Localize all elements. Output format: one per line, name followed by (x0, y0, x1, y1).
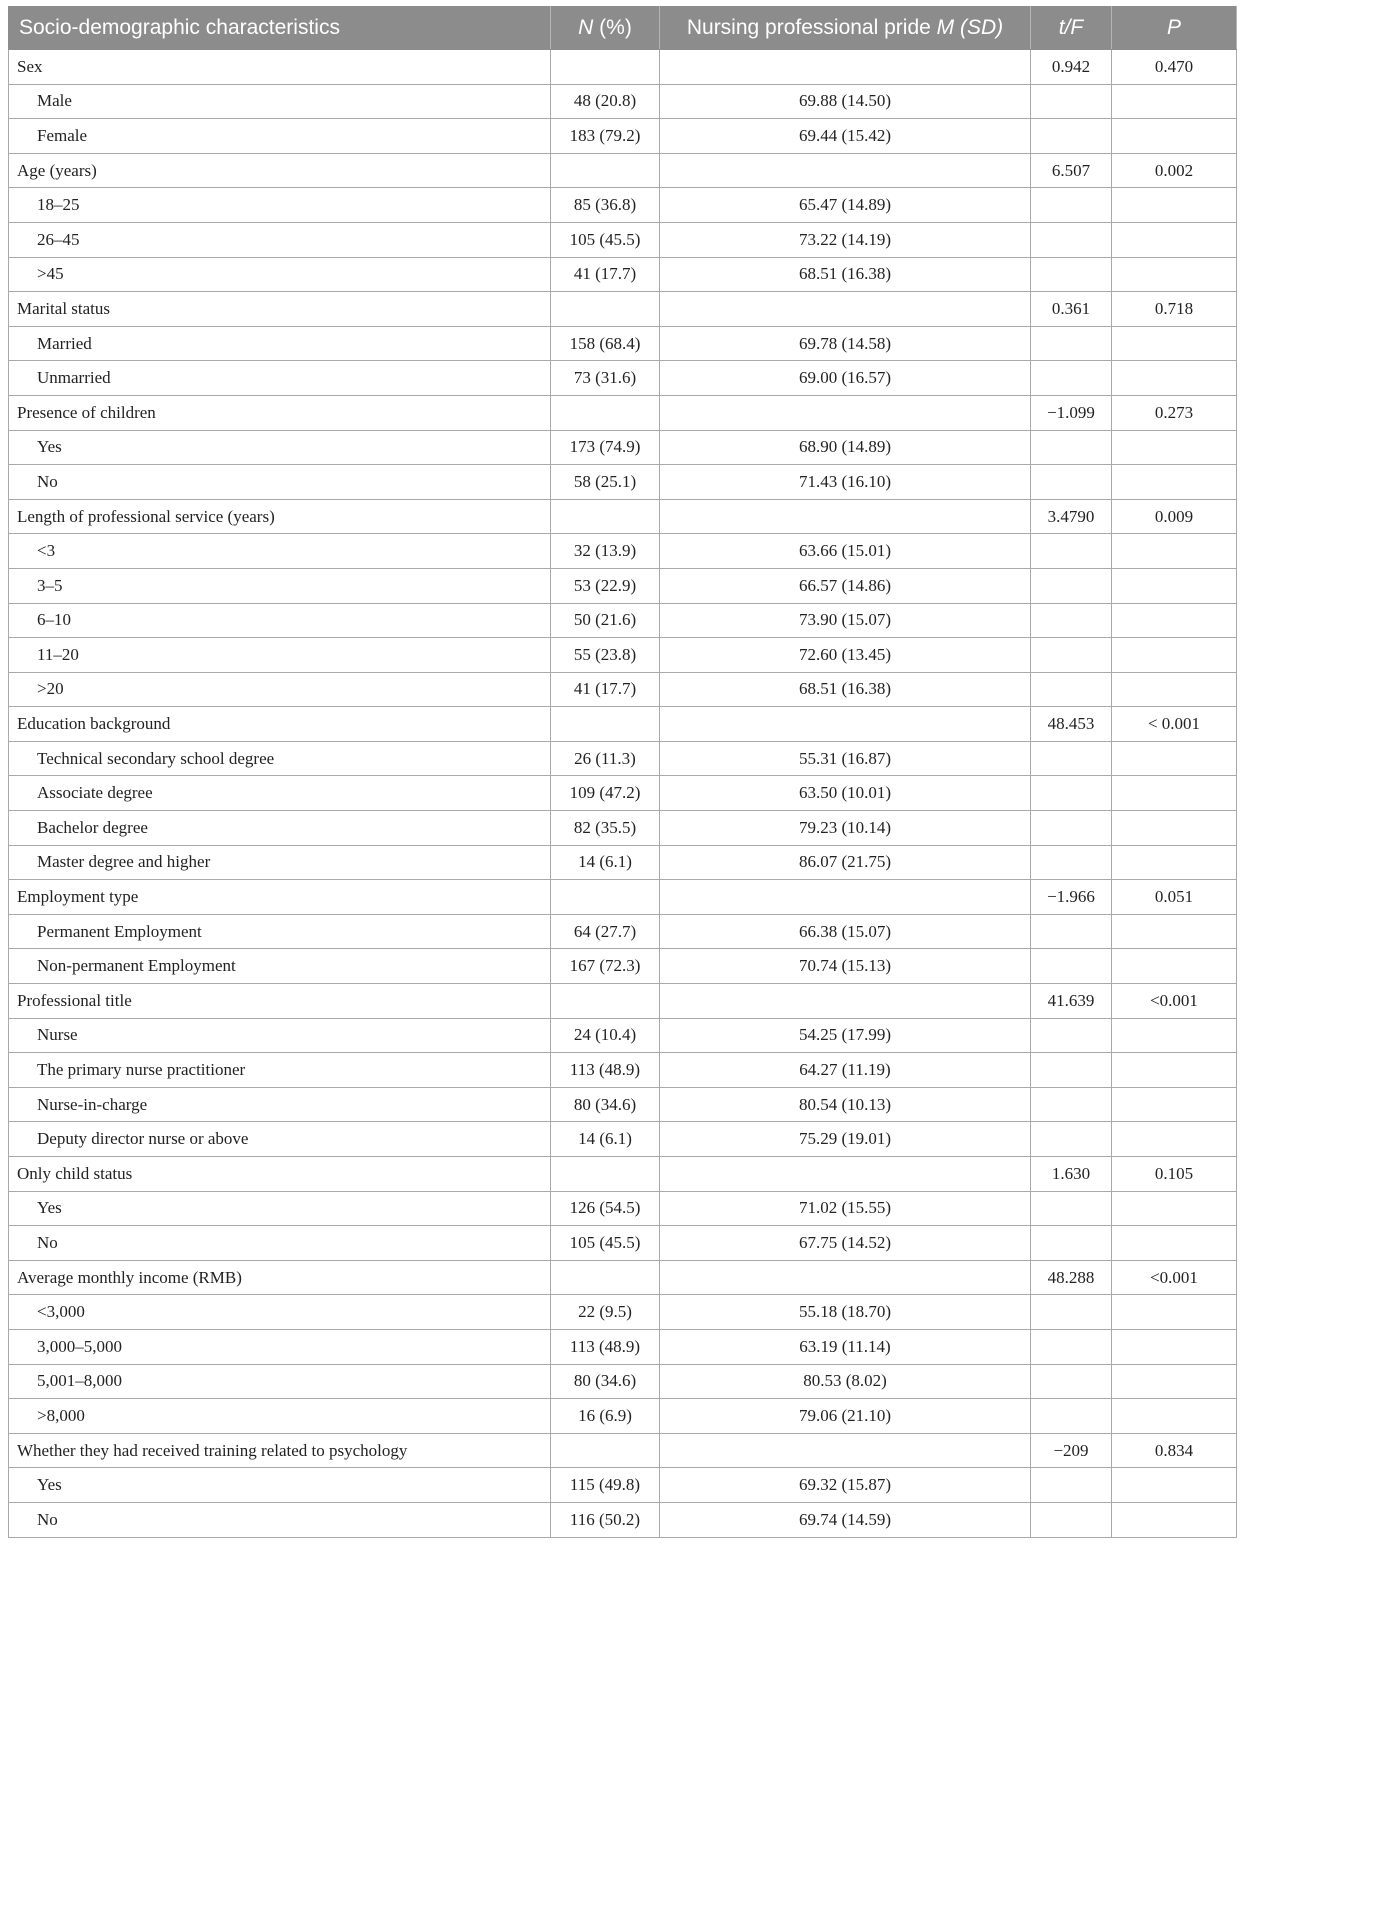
t-f-cell (1031, 1502, 1112, 1537)
pride-cell (660, 984, 1031, 1019)
p-value-cell (1112, 222, 1237, 257)
table-row (9, 326, 1237, 361)
p-value-cell (1112, 326, 1237, 361)
p-value-cell (1112, 811, 1237, 846)
characteristic-cell: 5,001–8,000 (9, 1364, 551, 1399)
characteristic-cell: Average monthly income (RMB) (9, 1260, 551, 1295)
header-row (9, 7, 1237, 50)
table-row (9, 1122, 1237, 1157)
n-percent-cell: 173 (74.9) (551, 430, 660, 465)
characteristic-cell: The primary nurse practitioner (9, 1053, 551, 1088)
pride-cell: 86.07 (21.75) (660, 845, 1031, 880)
n-percent-cell: 105 (45.5) (551, 222, 660, 257)
n-percent-cell (551, 50, 660, 85)
t-f-cell (1031, 1226, 1112, 1261)
characteristic-cell: >45 (9, 257, 551, 292)
pride-cell: 71.02 (15.55) (660, 1191, 1031, 1226)
characteristic-cell: >8,000 (9, 1399, 551, 1434)
characteristic-cell: Nurse-in-charge (9, 1087, 551, 1122)
p-value-cell (1112, 84, 1237, 119)
n-percent-cell: 14 (6.1) (551, 845, 660, 880)
t-f-cell: 0.361 (1031, 292, 1112, 327)
table-row (9, 741, 1237, 776)
pride-cell: 55.31 (16.87) (660, 741, 1031, 776)
group-row (9, 50, 1237, 85)
characteristic-cell: Unmarried (9, 361, 551, 396)
characteristic-cell: Only child status (9, 1157, 551, 1192)
t-f-cell (1031, 84, 1112, 119)
header-characteristics: Socio-demographic characteristics (9, 7, 551, 50)
p-value-cell (1112, 741, 1237, 776)
pride-cell: 67.75 (14.52) (660, 1226, 1031, 1261)
p-value-cell (1112, 1191, 1237, 1226)
table-body (9, 50, 1237, 1538)
n-percent-cell (551, 880, 660, 915)
n-percent-cell: 85 (36.8) (551, 188, 660, 223)
table-row (9, 534, 1237, 569)
group-row (9, 395, 1237, 430)
n-percent-cell: 14 (6.1) (551, 1122, 660, 1157)
pride-cell (660, 707, 1031, 742)
n-percent-cell: 24 (10.4) (551, 1018, 660, 1053)
p-value-cell: <0.001 (1112, 1260, 1237, 1295)
t-f-cell (1031, 1468, 1112, 1503)
n-percent-cell (551, 1260, 660, 1295)
pride-cell (660, 50, 1031, 85)
pride-cell: 79.06 (21.10) (660, 1399, 1031, 1434)
t-f-cell (1031, 568, 1112, 603)
n-percent-cell: 158 (68.4) (551, 326, 660, 361)
group-row (9, 1260, 1237, 1295)
pride-cell (660, 153, 1031, 188)
characteristic-cell: Nurse (9, 1018, 551, 1053)
characteristic-cell: Employment type (9, 880, 551, 915)
group-row (9, 984, 1237, 1019)
table-row (9, 776, 1237, 811)
characteristic-cell: 3–5 (9, 568, 551, 603)
pride-cell: 69.44 (15.42) (660, 119, 1031, 154)
t-f-cell (1031, 1364, 1112, 1399)
table-row (9, 222, 1237, 257)
characteristic-cell: Male (9, 84, 551, 119)
p-value-cell (1112, 568, 1237, 603)
n-percent-cell: 58 (25.1) (551, 465, 660, 500)
characteristic-cell: No (9, 1502, 551, 1537)
pride-cell: 68.51 (16.38) (660, 672, 1031, 707)
pride-cell: 69.78 (14.58) (660, 326, 1031, 361)
t-f-cell (1031, 776, 1112, 811)
characteristic-cell: Length of professional service (years) (9, 499, 551, 534)
characteristic-cell: Sex (9, 50, 551, 85)
pride-cell: 71.43 (16.10) (660, 465, 1031, 500)
n-percent-cell: 126 (54.5) (551, 1191, 660, 1226)
t-f-cell (1031, 361, 1112, 396)
table-row (9, 1018, 1237, 1053)
pride-cell: 69.32 (15.87) (660, 1468, 1031, 1503)
t-f-cell: 1.630 (1031, 1157, 1112, 1192)
characteristic-cell: Professional title (9, 984, 551, 1019)
n-percent-cell: 115 (49.8) (551, 1468, 660, 1503)
n-percent-cell: 41 (17.7) (551, 257, 660, 292)
t-f-cell (1031, 257, 1112, 292)
p-value-cell (1112, 465, 1237, 500)
n-percent-cell (551, 1157, 660, 1192)
n-percent-cell: 16 (6.9) (551, 1399, 660, 1434)
pride-cell: 54.25 (17.99) (660, 1018, 1031, 1053)
pride-cell: 75.29 (19.01) (660, 1122, 1031, 1157)
characteristic-cell: 18–25 (9, 188, 551, 223)
pride-cell: 79.23 (10.14) (660, 811, 1031, 846)
t-f-cell: −1.966 (1031, 880, 1112, 915)
pride-cell: 70.74 (15.13) (660, 949, 1031, 984)
t-f-cell (1031, 1018, 1112, 1053)
n-percent-cell: 26 (11.3) (551, 741, 660, 776)
table-row (9, 1468, 1237, 1503)
t-f-cell: −209 (1031, 1433, 1112, 1468)
p-value-cell: < 0.001 (1112, 707, 1237, 742)
pride-cell: 66.38 (15.07) (660, 914, 1031, 949)
n-percent-cell: 116 (50.2) (551, 1502, 660, 1537)
n-percent-cell (551, 499, 660, 534)
t-f-cell (1031, 119, 1112, 154)
t-f-cell (1031, 1295, 1112, 1330)
pride-cell: 72.60 (13.45) (660, 638, 1031, 673)
pride-cell: 68.90 (14.89) (660, 430, 1031, 465)
t-f-cell (1031, 949, 1112, 984)
n-percent-cell: 80 (34.6) (551, 1364, 660, 1399)
p-value-cell (1112, 257, 1237, 292)
pride-cell (660, 1260, 1031, 1295)
group-row (9, 1433, 1237, 1468)
t-f-cell (1031, 430, 1112, 465)
pride-cell (660, 1433, 1031, 1468)
group-row (9, 1157, 1237, 1192)
p-value-cell (1112, 914, 1237, 949)
t-f-cell: 0.942 (1031, 50, 1112, 85)
t-f-cell (1031, 1122, 1112, 1157)
p-value-cell (1112, 1468, 1237, 1503)
n-percent-cell (551, 1433, 660, 1468)
p-value-cell (1112, 638, 1237, 673)
characteristic-cell: 3,000–5,000 (9, 1329, 551, 1364)
t-f-cell (1031, 1329, 1112, 1364)
t-f-cell: 48.453 (1031, 707, 1112, 742)
pride-cell (660, 1157, 1031, 1192)
p-value-cell (1112, 1053, 1237, 1088)
t-f-cell (1031, 1087, 1112, 1122)
p-value-cell (1112, 949, 1237, 984)
group-row (9, 499, 1237, 534)
table-row (9, 914, 1237, 949)
n-percent-cell: 82 (35.5) (551, 811, 660, 846)
p-value-cell (1112, 119, 1237, 154)
p-value-cell (1112, 1295, 1237, 1330)
n-percent-cell: 109 (47.2) (551, 776, 660, 811)
pride-cell: 69.74 (14.59) (660, 1502, 1031, 1537)
pride-cell: 68.51 (16.38) (660, 257, 1031, 292)
p-value-cell: <0.001 (1112, 984, 1237, 1019)
characteristic-cell: 26–45 (9, 222, 551, 257)
n-percent-cell: 50 (21.6) (551, 603, 660, 638)
header-t-f: t/F (1031, 7, 1112, 50)
characteristic-cell: No (9, 1226, 551, 1261)
table-row (9, 811, 1237, 846)
n-percent-cell: 183 (79.2) (551, 119, 660, 154)
characteristic-cell: Master degree and higher (9, 845, 551, 880)
n-percent-cell: 64 (27.7) (551, 914, 660, 949)
n-percent-cell: 53 (22.9) (551, 568, 660, 603)
p-value-cell (1112, 1087, 1237, 1122)
group-row (9, 880, 1237, 915)
table-row (9, 1502, 1237, 1537)
characteristic-cell: Yes (9, 430, 551, 465)
n-percent-cell: 41 (17.7) (551, 672, 660, 707)
n-percent-cell: 55 (23.8) (551, 638, 660, 673)
p-value-cell (1112, 534, 1237, 569)
p-value-cell: 0.105 (1112, 1157, 1237, 1192)
n-percent-cell: 105 (45.5) (551, 1226, 660, 1261)
p-value-cell (1112, 1226, 1237, 1261)
t-f-cell: 6.507 (1031, 153, 1112, 188)
pride-cell: 73.22 (14.19) (660, 222, 1031, 257)
table-row (9, 465, 1237, 500)
characteristic-cell: Marital status (9, 292, 551, 327)
characteristic-cell: Bachelor degree (9, 811, 551, 846)
p-value-cell (1112, 1399, 1237, 1434)
characteristic-cell: Female (9, 119, 551, 154)
p-value-cell: 0.834 (1112, 1433, 1237, 1468)
t-f-cell (1031, 326, 1112, 361)
t-f-cell (1031, 188, 1112, 223)
t-f-cell (1031, 672, 1112, 707)
pride-cell (660, 880, 1031, 915)
n-percent-cell: 113 (48.9) (551, 1329, 660, 1364)
p-value-cell (1112, 361, 1237, 396)
n-percent-cell: 48 (20.8) (551, 84, 660, 119)
p-value-cell (1112, 672, 1237, 707)
t-f-cell: 48.288 (1031, 1260, 1112, 1295)
t-f-cell (1031, 1053, 1112, 1088)
table-row (9, 845, 1237, 880)
table-row (9, 672, 1237, 707)
pride-cell (660, 499, 1031, 534)
group-row (9, 707, 1237, 742)
t-f-cell (1031, 534, 1112, 569)
n-percent-cell: 73 (31.6) (551, 361, 660, 396)
t-f-cell: 3.4790 (1031, 499, 1112, 534)
p-value-cell (1112, 1364, 1237, 1399)
pride-cell: 63.66 (15.01) (660, 534, 1031, 569)
pride-cell: 65.47 (14.89) (660, 188, 1031, 223)
pride-cell: 73.90 (15.07) (660, 603, 1031, 638)
pride-cell: 69.00 (16.57) (660, 361, 1031, 396)
n-percent-cell (551, 395, 660, 430)
table-row (9, 1399, 1237, 1434)
t-f-cell: −1.099 (1031, 395, 1112, 430)
p-value-cell (1112, 776, 1237, 811)
characteristic-cell: Presence of children (9, 395, 551, 430)
pride-cell: 63.19 (11.14) (660, 1329, 1031, 1364)
t-f-cell (1031, 914, 1112, 949)
p-value-cell (1112, 1502, 1237, 1537)
p-value-cell (1112, 603, 1237, 638)
t-f-cell (1031, 811, 1112, 846)
t-f-cell (1031, 845, 1112, 880)
characteristic-cell: Technical secondary school degree (9, 741, 551, 776)
table-row (9, 1191, 1237, 1226)
table-row (9, 1329, 1237, 1364)
p-value-cell: 0.273 (1112, 395, 1237, 430)
t-f-cell (1031, 1191, 1112, 1226)
t-f-cell (1031, 465, 1112, 500)
n-percent-cell: 32 (13.9) (551, 534, 660, 569)
characteristic-cell: Yes (9, 1468, 551, 1503)
t-f-cell: 41.639 (1031, 984, 1112, 1019)
table-row (9, 603, 1237, 638)
t-f-cell (1031, 603, 1112, 638)
p-value-cell (1112, 1018, 1237, 1053)
pride-cell: 66.57 (14.86) (660, 568, 1031, 603)
characteristic-cell: 11–20 (9, 638, 551, 673)
pride-cell (660, 395, 1031, 430)
p-value-cell: 0.002 (1112, 153, 1237, 188)
p-value-cell (1112, 1122, 1237, 1157)
pride-cell: 80.54 (10.13) (660, 1087, 1031, 1122)
characteristic-cell: Non-permanent Employment (9, 949, 551, 984)
table-row (9, 949, 1237, 984)
pride-cell: 55.18 (18.70) (660, 1295, 1031, 1330)
p-value-cell: 0.718 (1112, 292, 1237, 327)
characteristic-cell: 6–10 (9, 603, 551, 638)
characteristic-cell: Deputy director nurse or above (9, 1122, 551, 1157)
table-row (9, 257, 1237, 292)
p-value-cell (1112, 188, 1237, 223)
group-row (9, 292, 1237, 327)
t-f-cell (1031, 638, 1112, 673)
t-f-cell (1031, 1399, 1112, 1434)
table-row (9, 568, 1237, 603)
header-professional-pride: Nursing professional pride M (SD) (660, 7, 1031, 50)
n-percent-cell: 22 (9.5) (551, 1295, 660, 1330)
table-row (9, 1053, 1237, 1088)
characteristic-cell: No (9, 465, 551, 500)
characteristic-cell: Permanent Employment (9, 914, 551, 949)
pride-cell (660, 292, 1031, 327)
characteristic-cell: Yes (9, 1191, 551, 1226)
pride-cell: 63.50 (10.01) (660, 776, 1031, 811)
characteristic-cell: Age (years) (9, 153, 551, 188)
table-row (9, 1364, 1237, 1399)
table-row (9, 638, 1237, 673)
table-row (9, 188, 1237, 223)
pride-cell: 64.27 (11.19) (660, 1053, 1031, 1088)
pride-cell: 69.88 (14.50) (660, 84, 1031, 119)
table-row (9, 84, 1237, 119)
table-row (9, 1295, 1237, 1330)
characteristic-cell: Associate degree (9, 776, 551, 811)
n-percent-cell (551, 292, 660, 327)
table-row (9, 430, 1237, 465)
characteristic-cell: >20 (9, 672, 551, 707)
n-percent-cell (551, 984, 660, 1019)
p-value-cell (1112, 845, 1237, 880)
p-value-cell: 0.470 (1112, 50, 1237, 85)
p-value-cell: 0.051 (1112, 880, 1237, 915)
header-n-percent: N (%) (551, 7, 660, 50)
p-value-cell: 0.009 (1112, 499, 1237, 534)
pride-cell: 80.53 (8.02) (660, 1364, 1031, 1399)
t-f-cell (1031, 741, 1112, 776)
header-p: P (1112, 7, 1237, 50)
p-value-cell (1112, 430, 1237, 465)
group-row (9, 153, 1237, 188)
n-percent-cell: 113 (48.9) (551, 1053, 660, 1088)
table-row (9, 361, 1237, 396)
characteristic-cell: <3 (9, 534, 551, 569)
characteristic-cell: <3,000 (9, 1295, 551, 1330)
table-row (9, 1087, 1237, 1122)
n-percent-cell (551, 153, 660, 188)
table-row (9, 1226, 1237, 1261)
n-percent-cell: 167 (72.3) (551, 949, 660, 984)
table-row (9, 119, 1237, 154)
t-f-cell (1031, 222, 1112, 257)
p-value-cell (1112, 1329, 1237, 1364)
n-percent-cell: 80 (34.6) (551, 1087, 660, 1122)
characteristic-cell: Married (9, 326, 551, 361)
n-percent-cell (551, 707, 660, 742)
characteristic-cell: Whether they had received training related to psychology (9, 1433, 551, 1468)
data-table (8, 6, 1237, 1538)
characteristic-cell: Education background (9, 707, 551, 742)
